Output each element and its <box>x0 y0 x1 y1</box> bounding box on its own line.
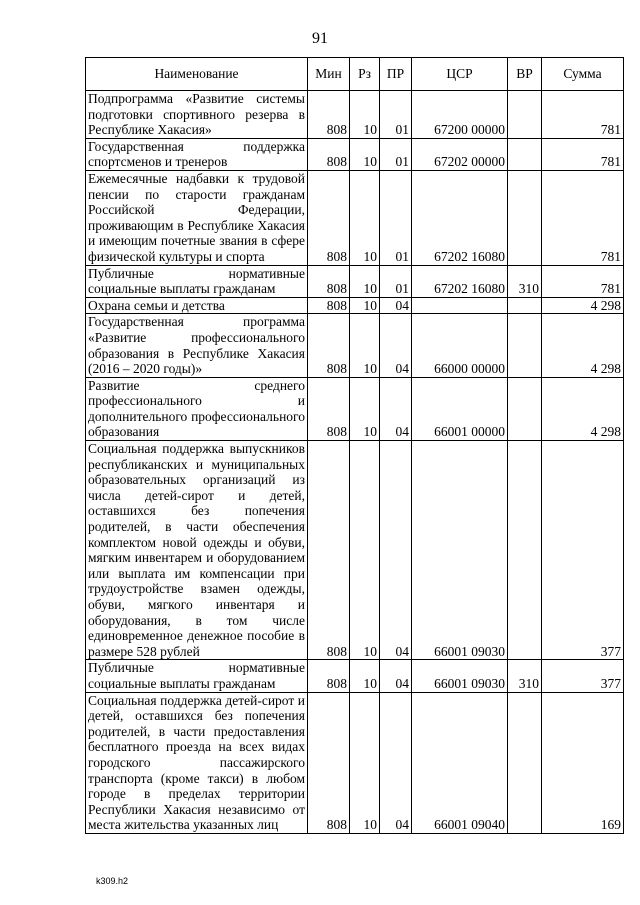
column-header-pr: ПР <box>380 58 412 91</box>
cell-csr: 66001 00000 <box>412 377 508 440</box>
cell-vr <box>508 170 542 265</box>
cell-csr: 66001 09040 <box>412 692 508 833</box>
cell-rz: 10 <box>350 91 380 139</box>
column-header-vr: ВР <box>508 58 542 91</box>
cell-min: 808 <box>308 138 350 170</box>
cell-sum: 4 298 <box>542 377 624 440</box>
cell-min: 808 <box>308 314 350 377</box>
cell-rz: 10 <box>350 314 380 377</box>
cell-rz: 10 <box>350 660 380 692</box>
cell-csr: 67202 16080 <box>412 265 508 297</box>
cell-pr: 04 <box>380 441 412 660</box>
cell-name: Государственная программа «Развитие профессионального образования в Республике Хакасия (2016 – 2020 годы)» <box>86 314 308 377</box>
cell-sum: 781 <box>542 138 624 170</box>
cell-rz: 10 <box>350 265 380 297</box>
budget-table <box>85 57 624 834</box>
cell-vr: 310 <box>508 660 542 692</box>
cell-pr: 01 <box>380 170 412 265</box>
cell-min: 808 <box>308 297 350 314</box>
cell-rz: 10 <box>350 170 380 265</box>
cell-csr: 66000 00000 <box>412 314 508 377</box>
table-row <box>86 297 624 314</box>
cell-rz: 10 <box>350 377 380 440</box>
cell-name: Социальная поддержка детей-сирот и детей, оставшихся без попечения родителей, в части предоставления бесплатного проезда на всех видах городского пассажирского транспорта (кроме такси) в любом городе в пределах территории Республики Хакасия независимо от места жительства указанных лиц <box>86 692 308 833</box>
table-row <box>86 660 624 692</box>
cell-vr <box>508 297 542 314</box>
cell-name: Социальная поддержка выпускников республиканских и муниципальных образовательных организаций из числа детей-сирот и детей, оставшихся без попечения родителей, в части обеспечения комплектом новой одежды и обуви, мягким инвентарем и оборудованием или выплата им компенсации при трудоустройстве взамен одежды, обуви, мягкого инвентаря и оборудования, в том числе единовременное денежное пособие в размере 528 рублей <box>86 441 308 660</box>
column-header-csr: ЦСР <box>412 58 508 91</box>
cell-min: 808 <box>308 91 350 139</box>
table-body <box>86 91 624 834</box>
cell-sum: 781 <box>542 265 624 297</box>
cell-sum: 781 <box>542 170 624 265</box>
cell-min: 808 <box>308 660 350 692</box>
cell-csr: 67202 00000 <box>412 138 508 170</box>
cell-pr: 04 <box>380 377 412 440</box>
table-row <box>86 314 624 377</box>
cell-csr: 66001 09030 <box>412 441 508 660</box>
cell-name: Охрана семьи и детства <box>86 297 308 314</box>
cell-pr: 04 <box>380 660 412 692</box>
cell-name: Подпрограмма «Развитие системы подготовки спортивного резерва в Республике Хакасия» <box>86 91 308 139</box>
cell-min: 808 <box>308 441 350 660</box>
cell-sum: 781 <box>542 91 624 139</box>
table-row <box>86 91 624 139</box>
table-row <box>86 441 624 660</box>
cell-vr <box>508 138 542 170</box>
cell-pr: 01 <box>380 91 412 139</box>
page-number: 91 <box>312 30 328 47</box>
cell-name: Публичные нормативные социальные выплаты гражданам <box>86 660 308 692</box>
cell-rz: 10 <box>350 441 380 660</box>
table-row <box>86 265 624 297</box>
column-header-rz: Рз <box>350 58 380 91</box>
cell-sum: 4 298 <box>542 297 624 314</box>
cell-vr <box>508 377 542 440</box>
cell-vr <box>508 692 542 833</box>
cell-sum: 169 <box>542 692 624 833</box>
cell-pr: 01 <box>380 265 412 297</box>
cell-rz: 10 <box>350 138 380 170</box>
table-row <box>86 692 624 833</box>
cell-name: Государственная поддержка спортсменов и тренеров <box>86 138 308 170</box>
column-header-sum: Сумма <box>542 58 624 91</box>
table-header-row <box>86 58 624 91</box>
cell-pr: 04 <box>380 692 412 833</box>
cell-vr <box>508 91 542 139</box>
cell-sum: 377 <box>542 660 624 692</box>
cell-min: 808 <box>308 265 350 297</box>
cell-csr: 67202 16080 <box>412 170 508 265</box>
cell-name: Публичные нормативные социальные выплаты гражданам <box>86 265 308 297</box>
cell-csr: 66001 09030 <box>412 660 508 692</box>
table-row <box>86 377 624 440</box>
cell-min: 808 <box>308 170 350 265</box>
cell-min: 808 <box>308 692 350 833</box>
cell-csr <box>412 297 508 314</box>
cell-rz: 10 <box>350 692 380 833</box>
cell-vr: 310 <box>508 265 542 297</box>
cell-sum: 4 298 <box>542 314 624 377</box>
cell-name: Ежемесячные надбавки к трудовой пенсии по старости гражданам Российской Федерации, проживающим в Республике Хакасия и имеющим почетные звания в сфере физической культуры и спорта <box>86 170 308 265</box>
cell-rz: 10 <box>350 297 380 314</box>
cell-vr <box>508 314 542 377</box>
footer-code: k309.h2 <box>96 876 129 886</box>
cell-csr: 67200 00000 <box>412 91 508 139</box>
cell-sum: 377 <box>542 441 624 660</box>
table-row <box>86 138 624 170</box>
cell-pr: 04 <box>380 314 412 377</box>
cell-vr <box>508 441 542 660</box>
table-row <box>86 170 624 265</box>
cell-pr: 01 <box>380 138 412 170</box>
cell-pr: 04 <box>380 297 412 314</box>
column-header-name: Наименование <box>86 58 308 91</box>
column-header-min: Мин <box>308 58 350 91</box>
cell-name: Развитие среднего профессионального и дополнительного профессионального образования <box>86 377 308 440</box>
cell-min: 808 <box>308 377 350 440</box>
